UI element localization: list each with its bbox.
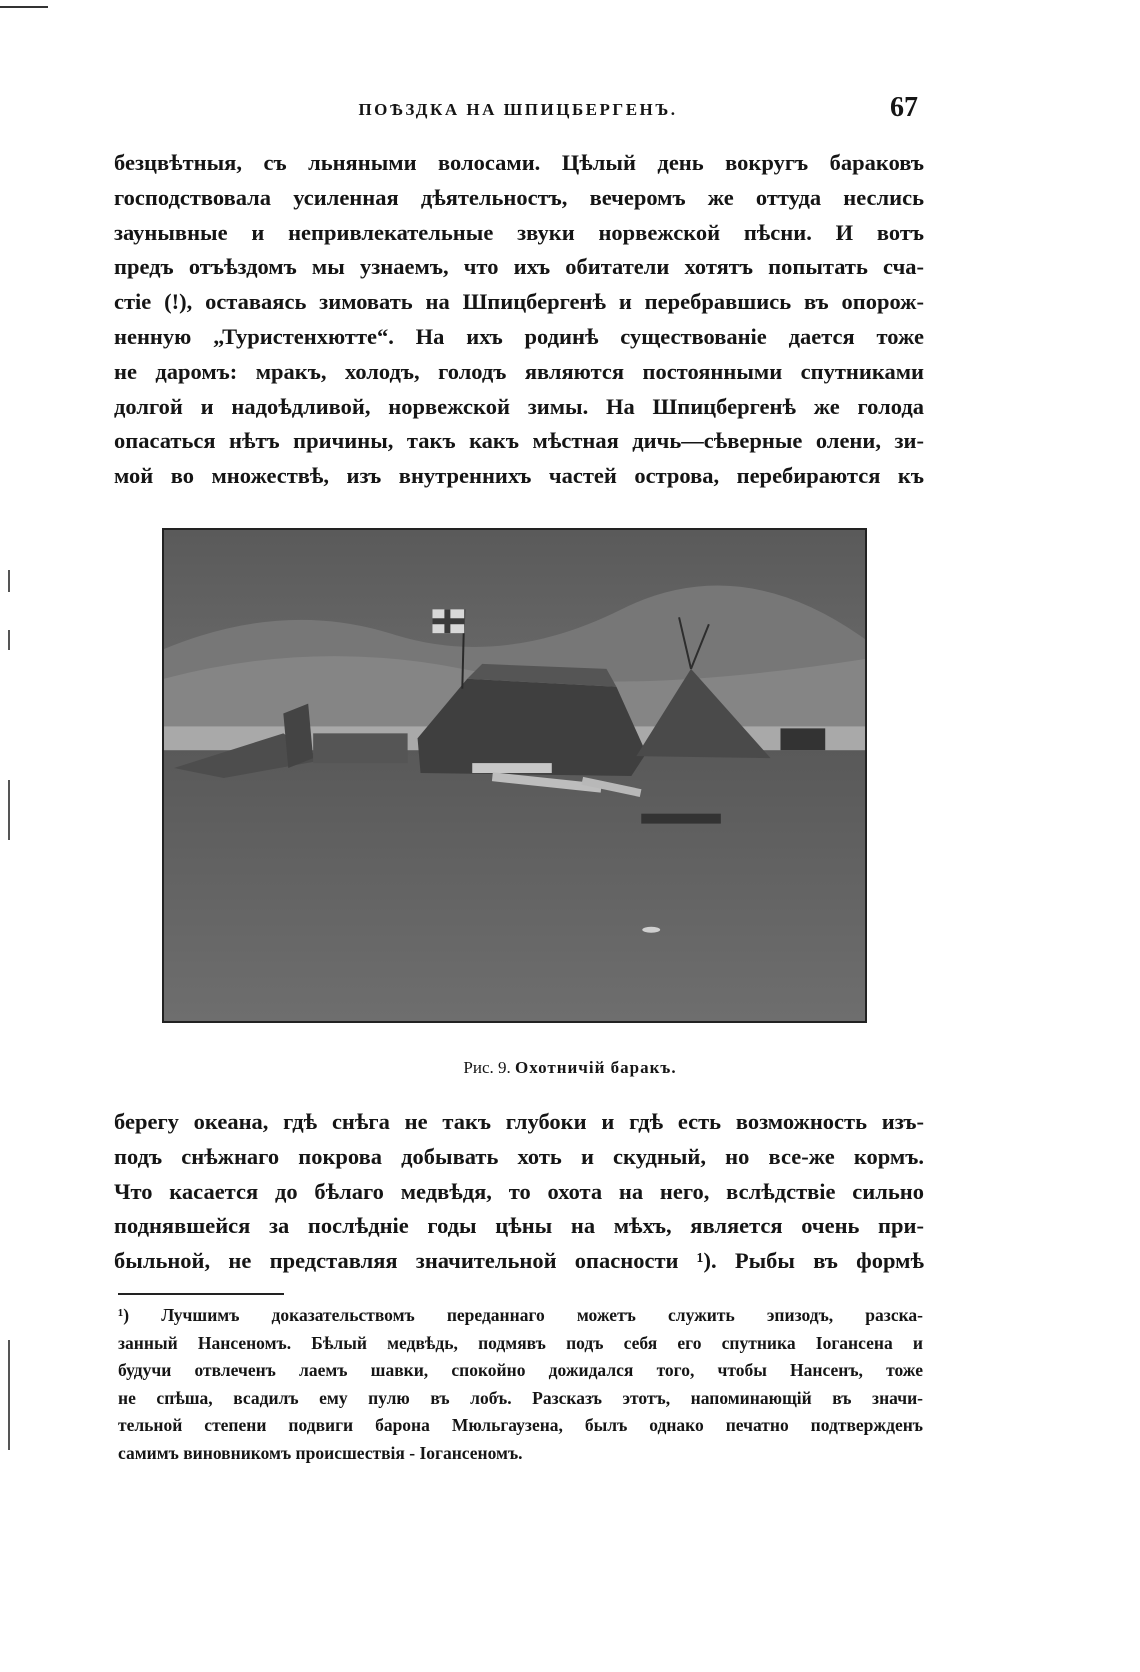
text-line: господствовала усиленная дѣятельностъ, вечеромъ же оттуда неслись xyxy=(114,184,924,210)
text-line: быльной, не представляя значительной опасности ¹). Рыбы въ формѣ xyxy=(114,1248,924,1274)
scan-corner-mark xyxy=(0,6,48,8)
footnote-line: тельной степени подвиги барона Мюльгаузена, былъ однако печатно подтвержденъ xyxy=(118,1415,923,1436)
text-line: подъ снѣжнаго покрова добывать хоть и скудный, но все-же кормъ. xyxy=(114,1143,924,1169)
text-line: Что касается до бѣлаго медвѣдя, то охота на него, вслѣдствіе сильно xyxy=(114,1178,924,1204)
footnote-line: занный Нансеномъ. Бѣлый медвѣдь, подмявъ подъ себя его спутника Іогансена и xyxy=(118,1332,923,1353)
caption-title: Охотничій баракъ. xyxy=(515,1058,677,1077)
text-line: стіе (!), оставаясь зимовать на Шпицбергенѣ и перебравшись въ опорож- xyxy=(114,289,924,315)
footnote xyxy=(118,1302,923,1468)
paragraph-bottom xyxy=(114,1105,924,1279)
text-line: опасаться нѣтъ причины, такъ какъ мѣстная дичь—сѣверные олени, зи- xyxy=(114,428,924,454)
text-line: мой во множествѣ, изъ внутреннихъ частей острова, перебираются къ xyxy=(114,463,924,489)
footnote-line: будучи отвлеченъ лаемъ шавки, спокойно дожидался того, чтобы Нансенъ, тоже xyxy=(118,1360,923,1381)
figure-caption xyxy=(0,1058,1140,1078)
footnote-divider xyxy=(118,1293,284,1295)
page-number: 67 xyxy=(890,92,918,123)
running-title: ПОѢЗДКА НА ШПИЦБЕРГЕНЪ. xyxy=(358,100,678,119)
footnote-line: ¹) Лучшимъ доказательствомъ переданнаго можетъ служить эпизодъ, разска- xyxy=(118,1305,923,1325)
photo-illustration xyxy=(164,530,865,1021)
caption-label: Рис. 9. xyxy=(463,1058,511,1077)
footnote-line: самимъ виновникомъ происшествія - Іогансеномъ. xyxy=(118,1442,523,1463)
text-line: ненную „Туристенхютте“. На ихъ родинѣ существованіе дается тоже xyxy=(114,323,924,349)
page-header xyxy=(106,92,930,132)
paragraph-top xyxy=(114,146,924,494)
hunting-hut-photo xyxy=(162,528,867,1023)
text-line: долгой и надоѣдливой, норвежской зимы. На Шпицбергенѣ же голода xyxy=(114,393,924,419)
footnote-line: не спѣша, всадилъ ему пулю въ лобъ. Разсказъ этотъ, напоминающій въ значи- xyxy=(118,1387,923,1408)
margin-mark xyxy=(8,570,10,592)
margin-mark xyxy=(8,630,10,650)
text-line: поднявшейся за послѣдніе годы цѣны на мѣхъ, является очень при- xyxy=(114,1213,924,1239)
margin-mark xyxy=(8,780,10,840)
text-line: не даромъ: мракъ, холодъ, голодъ являются постоянными спутниками xyxy=(114,358,924,384)
text-line: берегу океана, гдѣ снѣга не такъ глубоки и гдѣ есть возможность изъ- xyxy=(114,1109,924,1134)
margin-mark xyxy=(8,1340,10,1450)
text-line: безцвѣтныя, съ льняными волосами. Цѣлый день вокругъ бараковъ xyxy=(114,150,924,175)
text-line: предъ отъѣздомъ мы узнаемъ, что ихъ обитатели хотятъ попытать сча- xyxy=(114,254,924,280)
text-line: заунывные и непривлекательные звуки норвежской пѣсни. И вотъ xyxy=(114,219,924,245)
